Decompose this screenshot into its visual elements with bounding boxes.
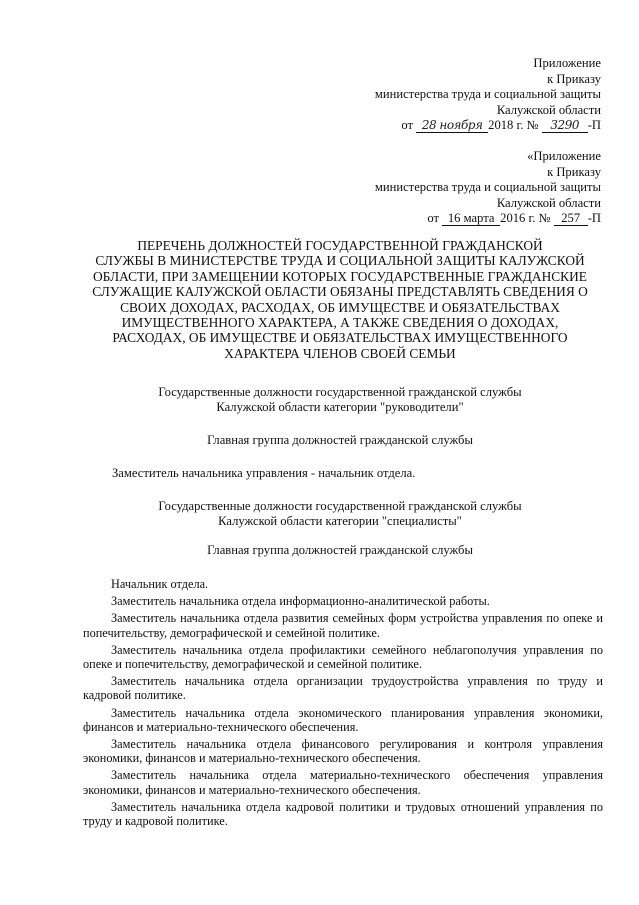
title-line: ОБЛАСТИ, ПРИ ЗАМЕЩЕНИИ КОТОРЫХ ГОСУДАРСТВЕННЫЕ ГРАЖДАНСКИЕ [93, 268, 587, 284]
previous-date: 16 марта [442, 211, 500, 226]
year-label: 2018 г. № [488, 118, 539, 133]
list-item: Начальник отдела. [111, 577, 209, 591]
list-item: Заместитель начальника отдела финансового регулирования и контроля управления экономики, финансов и материально-технического обеспечения. [83, 737, 603, 766]
annotation-line: к Приказу [547, 164, 601, 179]
title-line: СЛУЖБЫ В МИНИСТЕРСТВЕ ТРУДА И СОЦИАЛЬНОЙ ЗАЩИТЫ КАЛУЖСКОЙ [95, 253, 585, 269]
list-item: Заместитель начальника отдела экономического планирования управления экономики, финансов и материально-технического обеспечения. [83, 705, 603, 734]
section1-heading [70, 385, 610, 416]
ot-label: от [427, 211, 439, 226]
section-heading-line: Государственные должности государственной гражданской службы [158, 499, 522, 513]
section1-item: Заместитель начальника управления - начальник отдела. [112, 466, 416, 480]
list-item: Заместитель начальника отдела материально-технического обеспечения управления экономики, финансов и материально-технического обеспечения. [83, 768, 603, 797]
list-item: Заместитель начальника отдела организации трудоустройства управления по труду и кадровой политике. [83, 674, 603, 703]
annotation-line: к Приказу [547, 71, 601, 86]
number-suffix: -П [587, 211, 601, 226]
annotation-line: Приложение [533, 56, 601, 70]
annotation-line: Калужской области [496, 102, 601, 117]
annotation-previous [375, 149, 601, 227]
annotation-line: министерства труда и социальной защиты [374, 180, 601, 195]
annotation-line: «Приложение [527, 149, 601, 163]
previous-number: 257 [554, 211, 588, 226]
title-line: ХАРАКТЕРА ЧЛЕНОВ СВОЕЙ СЕМЬИ [224, 345, 456, 361]
ot-label: от [401, 118, 413, 133]
section-heading-line: Калужской области категории "руководители" [216, 400, 464, 415]
section1-group: Главная группа должностей гражданской службы [207, 433, 473, 447]
annotation-current [375, 56, 601, 134]
section-heading-line: Государственные должности государственной гражданской службы [158, 385, 522, 399]
annotation-line: Калужской области [496, 195, 601, 210]
title-line: СЛУЖАЩИЕ КАЛУЖСКОЙ ОБЛАСТИ ОБЯЗАНЫ ПРЕДСТАВЛЯТЬ СВЕДЕНИЯ О [92, 284, 588, 300]
title-line: ИМУЩЕСТВЕННОГО ХАРАКТЕРА, А ТАКЖЕ СВЕДЕНИЯ О ДОХОДАХ, [121, 315, 559, 331]
handwritten-date: 28 ноября [416, 118, 488, 133]
annotation-date-line [375, 118, 601, 134]
title-line: СВОИХ ДОХОДАХ, РАСХОДАХ, ОБ ИМУЩЕСТВЕ И ОБЯЗАТЕЛЬСТВАХ [120, 299, 560, 315]
title-line: РАСХОДАХ, ОБ ИМУЩЕСТВЕ И ОБЯЗАТЕЛЬСТВАХ ИМУЩЕСТВЕННОГО [112, 330, 568, 346]
positions-list [83, 577, 603, 831]
list-item: Заместитель начальника отдела информационно-аналитической работы. [111, 594, 490, 609]
number-suffix: -П [587, 118, 601, 133]
year-label: 2016 г. № [500, 211, 551, 226]
handwritten-number: 3290 [542, 118, 588, 133]
title-line: ПЕРЕЧЕНЬ ДОЛЖНОСТЕЙ ГОСУДАРСТВЕННОЙ ГРАЖДАНСКОЙ [137, 238, 543, 253]
section-heading-line: Калужской области категории "специалисты" [218, 514, 462, 529]
list-item: Заместитель начальника отдела профилактики семейного неблагополучия управления по опеке и попечительству, демографической и семейной политике. [83, 642, 603, 672]
document-title [70, 238, 610, 361]
annotation-line: министерства труда и социальной защиты [374, 87, 601, 102]
section2-group: Главная группа должностей гражданской службы [207, 543, 473, 557]
list-item: Заместитель начальника отдела кадровой политики и трудовых отношений управления по труду и кадровой политике. [83, 799, 603, 829]
list-item: Заместитель начальника отдела развития семейных форм устройства управления по опеке и попечительству, демографической и семейной политике. [83, 611, 603, 640]
section2-heading [70, 499, 610, 530]
annotation-date-line [375, 211, 601, 227]
